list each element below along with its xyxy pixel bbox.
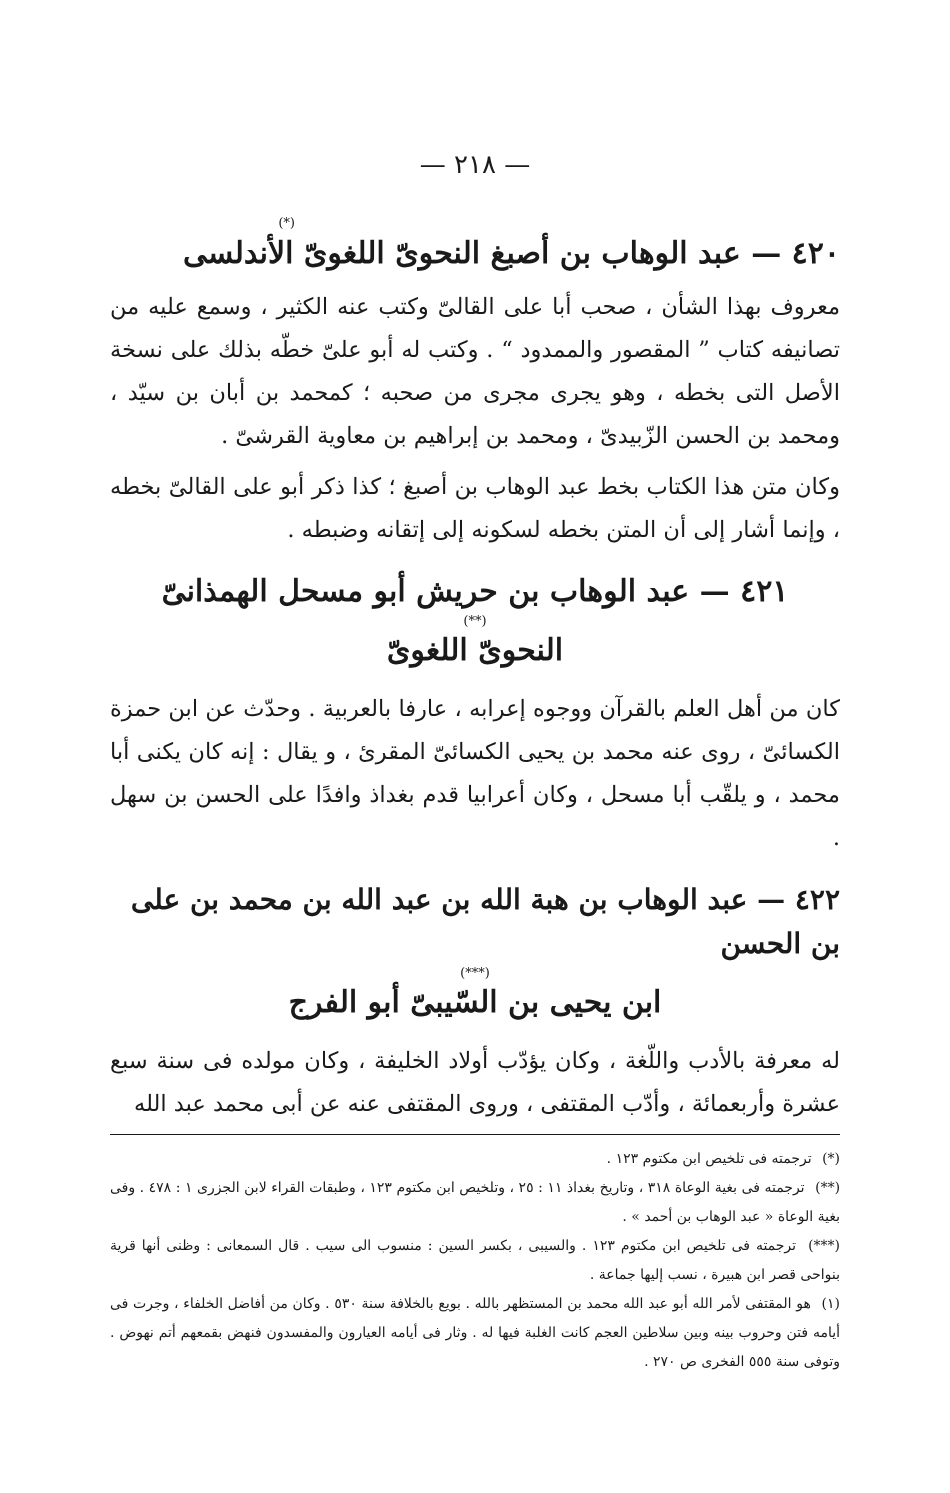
footnote — [110, 1174, 840, 1232]
footnotes — [110, 1145, 840, 1377]
entry-paragraph: له معرفة بالأدب واللّغة ، وكان يؤدّب أولاد الخليفة ، وكان مولده فى سنة سبع عشرة وأربعمائة ، وأدّب المقتفى ، وروى المقتفى عنه عن أبى محمد عبد الله — [110, 1048, 840, 1117]
entry-paragraph: كان من أهل العلم بالقرآن ووجوه إعرابه ، عارفا بالعربية . وحدّث عن ابن حمزة الكسائىّ ، روى عنه محمد بن يحيى الكسائىّ المقرئ ، و يقال : إنه كان يكنى أبا محمد ، و يلقّب أبا مسحل ، وكان أعرابيا قدم بغداذ وافدًا على الحسن بن سهل . — [110, 696, 840, 851]
entry-421 — [110, 570, 840, 860]
entry-subheading: النحوىّ اللغوىّ — [386, 633, 564, 668]
page-number: — ٢١٨ — — [419, 150, 531, 180]
footnote-ref-marker: (*) — [278, 216, 295, 231]
footnote-ref-marker: (***) — [460, 966, 490, 981]
entry-heading: ٤٢١ — عبد الوهاب بن حريش أبو مسحل الهمذانىّ — [161, 574, 789, 609]
book-page — [110, 150, 840, 1377]
footnote-tag: (***) — [808, 1238, 840, 1254]
footnote-divider — [110, 1134, 840, 1135]
entry-paragraph: معروف بهذا الشأن ، صحب أبا على القالىّ وكتب عنه الكثير ، وسمع عليه من تصانيفه كتاب ” المقصور والممدود “ . وكتب له أبو علىّ خطّه بذلك على نسخة الأصل التى بخطه ، وهو يجرى مجرى من صحبه ؛ كمحمد بن أبان بن سيّد ، ومحمد بن الحسن الزّبيدىّ ، ومحمد بن إبراهيم بن معاوية القرشىّ . — [110, 294, 840, 449]
footnote-text: هو المقتفى لأمر الله أبو عبد الله محمد بن المستظهر بالله . بويع بالخلافة سنة ٥٣٠ . وكان من أفاضل الخلفاء ، وجرت فى أيامه فتن وحروب بينه وبين سلاطين العجم كانت الغلبة فيها له . وثار فى أيامه العيارون والمفسدون فنهض بقمعهم أتم نهوض . وتوفى سنة ٥٥٥ الفخرى ص ٢٧٠ . — [110, 1296, 840, 1370]
footnote-text: ترجمته فى تلخيص ابن مكتوم ١٢٣ . — [606, 1151, 812, 1167]
entry-heading: ٤٢٠ — عبد الوهاب بن أصبغ النحوىّ اللغوىّ الأندلسى — [183, 236, 840, 271]
footnote — [110, 1232, 840, 1290]
footnote-tag: (*) — [822, 1151, 840, 1167]
footnote-text: ترجمته فى تلخيص ابن مكتوم ١٢٣ . والسيبى ، بكسر السين : منسوب الى سيب . قال السمعانى : وظنى أنها قرية بنواحى قصر ابن هبيرة ، نسب إليها جماعة . — [110, 1238, 840, 1283]
footnote-tag: (**) — [815, 1180, 841, 1196]
footnote-text: ترجمته فى بغية الوعاة ٣١٨ ، وتاريخ بغداذ ١١ : ٢٥ ، وتلخيص ابن مكتوم ١٢٣ ، وطبقات القراء لابن الجزرى ١ : ٤٧٨ . وفى بغية الوعاة « عبد الوهاب بن أحمد » . — [110, 1180, 840, 1225]
footnote — [110, 1145, 840, 1174]
entry-422 — [110, 878, 840, 1126]
footnote-tag: (١) — [821, 1296, 840, 1312]
entry-heading: ٤٢٢ — عبد الوهاب بن هبة الله بن عبد الله بن محمد بن على بن الحسن — [130, 883, 840, 960]
entry-420 — [110, 216, 840, 552]
footnote-ref-marker: (**) — [463, 614, 487, 629]
footnote — [110, 1290, 840, 1377]
entry-subheading: ابن يحيى بن السّيبىّ أبو الفرج — [288, 985, 662, 1020]
entry-paragraph: وكان متن هذا الكتاب بخط عبد الوهاب بن أصبغ ؛ كذا ذكر أبو على القالىّ بخطه ، وإنما أشار إلى أن المتن بخطه لسكونه إلى إتقانه وضبطه . — [110, 474, 840, 543]
